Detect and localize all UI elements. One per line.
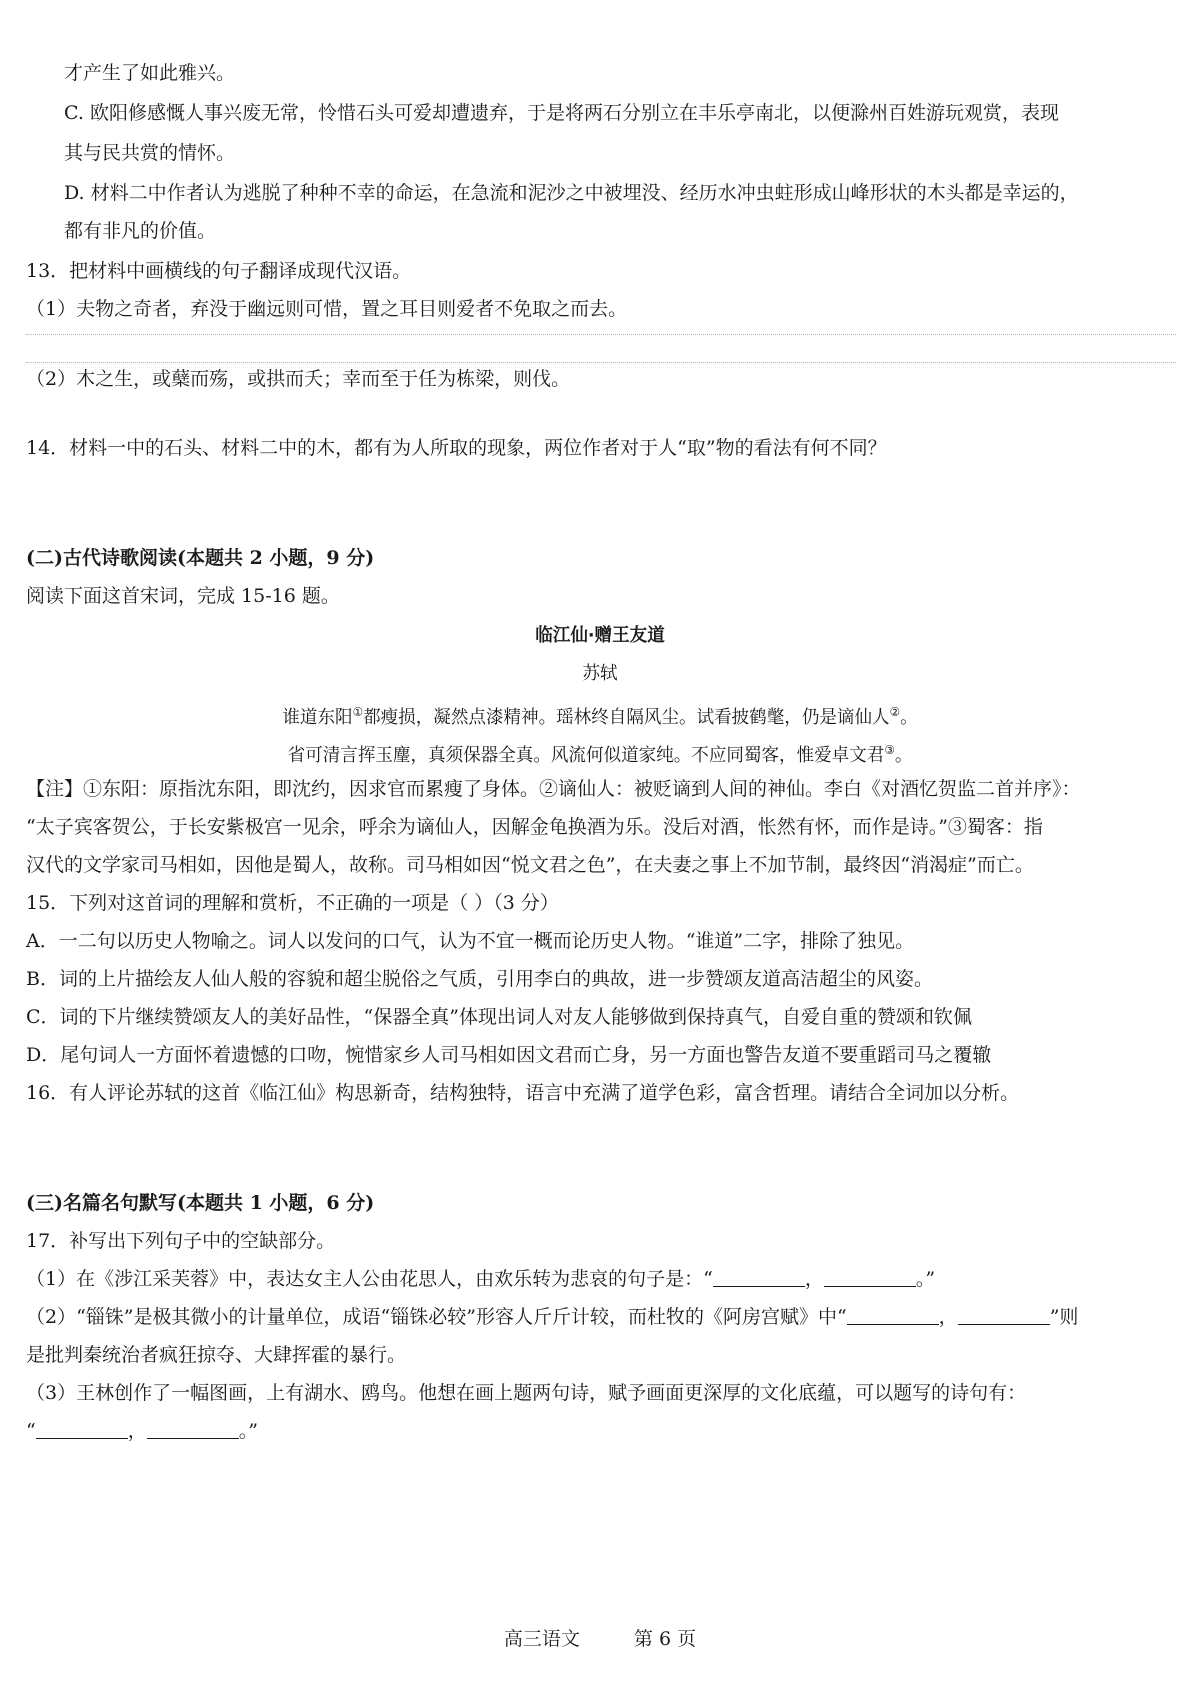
section-3-heading: (三)名篇名句默写(本题共 1 小题，6 分) <box>26 1192 375 1214</box>
q17-item-1-text: （1）在《涉江采芙蓉》中，表达女主人公由花思人，由欢乐转为悲哀的句子是：“ <box>26 1268 713 1290</box>
q17-item-2-continued: 是批判秦统治者疯狂掠夺、大肆挥霍的暴行。 <box>26 1344 407 1366</box>
poem-line-2-part-a: 省可清言挥玉麈，真须保器全真。风流何似道家纯。不应同蜀客，惟爱卓文君 <box>287 745 885 766</box>
poem-line-1 <box>15 699 1185 731</box>
q17-item-3-answer <box>26 1418 258 1444</box>
poem-line-2-end: 。 <box>894 745 913 766</box>
option-c-line-2: 其与民共赏的情怀。 <box>64 142 236 164</box>
answer-line-dotted <box>26 362 1176 363</box>
closing-quote: 。” <box>238 1420 258 1442</box>
footer-page-number: 第 6 页 <box>633 1628 697 1650</box>
fill-in-blank[interactable] <box>36 1420 128 1439</box>
separator: ， <box>127 1420 147 1442</box>
q15-option-d: D．尾句词人一方面怀着遗憾的口吻，惋惜家乡人司马相如因文君而亡身，另一方面也警告友道不要重蹈司马之覆辙 <box>26 1044 992 1066</box>
poem-line-1-part-b: 都瘦损，凝然点漆精神。瑶林终自隔风尘。试看披鹤氅，仍是谪仙人 <box>363 707 890 728</box>
q17-item-3: （3）王林创作了一幅图画，上有湖水、鸥鸟。他想在画上题两句诗，赋予画面更深厚的文化底蕴，可以题写的诗句有： <box>26 1382 1027 1404</box>
footnote-marker: ① <box>352 705 364 719</box>
fill-in-blank[interactable] <box>824 1268 916 1287</box>
option-c-line-1: C. 欧阳修感慨人事兴废无常，怜惜石头可爱却遭遗弃，于是将两石分别立在丰乐亭南北，以便滁州百姓游玩观赏，表现 <box>64 102 1059 124</box>
closing-quote: ”则 <box>1049 1306 1079 1328</box>
fill-in-blank[interactable] <box>713 1268 805 1287</box>
section-2-instruction: 阅读下面这首宋词，完成 15-16 题。 <box>26 585 340 607</box>
q17-item-2 <box>26 1304 1078 1330</box>
poem-note-line-2: “太子宾客贺公，于长安紫极宫一见余，呼余为谪仙人，因解金龟换酒为乐。没后对酒，怅然有怀，而作是诗。”③蜀客：指 <box>26 816 1043 838</box>
footnote-marker: ③ <box>884 743 895 757</box>
separator: ， <box>804 1268 824 1290</box>
page-footer <box>0 1624 1200 1651</box>
q17-item-1 <box>26 1266 935 1292</box>
footer-subject: 高三语文 <box>503 1628 580 1650</box>
footnote-marker: ② <box>889 705 901 719</box>
poem-title: 临江仙·赠王友道 <box>535 625 665 646</box>
q15-stem: 15．下列对这首词的理解和赏析，不正确的一项是（ ）（3 分） <box>26 892 559 914</box>
poem-note-line-1: 【注】①东阳：原指沈东阳，即沈约，因求官而累瘦了身体。②谪仙人：被贬谪到人间的神仙。李白《对酒忆贺监二首并序》： <box>26 778 1081 800</box>
option-d-line-1: D. 材料二中作者认为逃脱了种种不幸的命运，在急流和泥沙之中被埋没、经历水冲虫蛀形成山峰形状的木头都是幸运的， <box>64 182 1079 204</box>
q15-option-c: C．词的下片继续赞颂友人的美好品性，“保器全真”体现出词人对友人能够做到保持真气，自爱自重的赞颂和钦佩 <box>26 1006 972 1028</box>
poem-line-1-part-a: 谁道东阳 <box>282 707 353 728</box>
q13-item-1: （1）夫物之奇者，弃没于幽远则可惜，置之耳目则爱者不免取之而去。 <box>26 298 628 320</box>
option-b-continuation: 才产生了如此雅兴。 <box>64 62 236 84</box>
q13-item-2: （2）木之生，或蘖而殇，或拱而夭；幸而至于任为栋梁，则伐。 <box>26 368 571 390</box>
opening-quote: “ <box>26 1420 36 1442</box>
q13-stem: 13．把材料中画横线的句子翻译成现代汉语。 <box>26 260 412 282</box>
poem-line-1-end: 。 <box>900 707 918 728</box>
closing-quote: 。” <box>915 1268 936 1290</box>
q17-stem: 17．补写出下列句子中的空缺部分。 <box>26 1230 336 1252</box>
fill-in-blank[interactable] <box>847 1306 939 1325</box>
section-2-heading: (二)古代诗歌阅读(本题共 2 小题，9 分) <box>26 547 375 569</box>
q15-option-a: A．一二句以历史人物喻之。词人以发问的口气，认为不宜一概而论历史人物。“谁道”二字，排除了独见。 <box>26 930 915 952</box>
q14-stem: 14．材料一中的石头、材料二中的木，都有为人所取的现象，两位作者对于人“取”物的看法有何不同？ <box>26 437 887 459</box>
answer-line-dotted <box>26 334 1176 335</box>
q15-option-b: B．词的上片描绘友人仙人般的容貌和超尘脱俗之气质，引用李白的典故，进一步赞颂友道高洁超尘的风姿。 <box>26 968 933 990</box>
fill-in-blank[interactable] <box>958 1306 1050 1325</box>
poem-note-line-3: 汉代的文学家司马相如，因他是蜀人，故称。司马相如因“悦文君之色”，在夫妻之事上不加节制，最终因“消渴症”而亡。 <box>26 854 1034 876</box>
poem-line-2 <box>15 737 1185 769</box>
fill-in-blank[interactable] <box>147 1420 239 1439</box>
poem-author: 苏轼 <box>582 663 618 684</box>
option-d-line-2: 都有非凡的价值。 <box>64 220 217 242</box>
separator: ， <box>938 1306 958 1328</box>
q16-stem: 16．有人评论苏轼的这首《临江仙》构思新奇，结构独特，语言中充满了道学色彩，富含哲理。请结合全词加以分析。 <box>26 1082 1020 1104</box>
q17-item-2-text: （2）“锱铢”是极其微小的计量单位，成语“锱铢必较”形容人斤斤计较，而杜牧的《阿房宫赋》中“ <box>26 1306 847 1328</box>
